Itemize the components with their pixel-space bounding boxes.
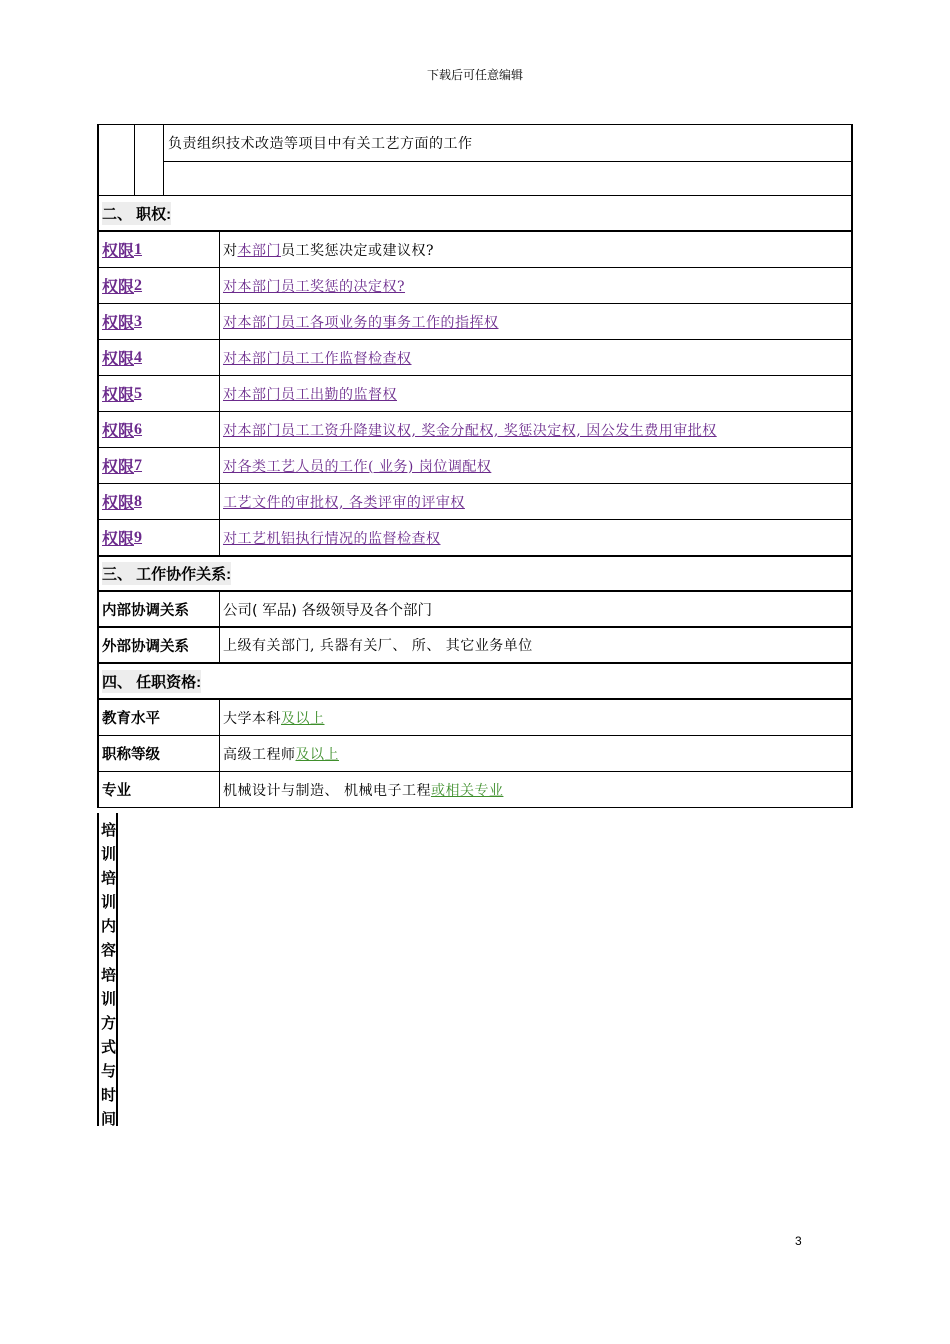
permission-link[interactable]: 对本部门员工工作监督检查权	[223, 350, 412, 367]
permission-text: 对	[223, 242, 238, 259]
permission-value	[220, 412, 851, 447]
section-authority	[97, 196, 853, 232]
permission-value	[220, 448, 851, 483]
permission-label[interactable]	[99, 268, 220, 303]
permission-row	[97, 376, 853, 412]
coop-value: 公司( 军品) 各级领导及各个部门	[223, 602, 433, 619]
qual-value	[220, 700, 851, 735]
section-cooperation	[97, 556, 853, 592]
permission-label-text[interactable]: 权限	[102, 531, 135, 548]
duty-row	[97, 124, 853, 196]
permission-number[interactable]: 9	[134, 528, 143, 546]
section-title: 四、 任职资格:	[102, 670, 201, 693]
permission-label-text[interactable]: 权限	[102, 279, 135, 296]
permission-text: 员工奖惩决定或建议权?	[281, 242, 435, 259]
permission-label-text[interactable]: 权限	[102, 495, 135, 512]
permission-label[interactable]	[99, 484, 220, 519]
permission-value	[220, 304, 851, 339]
permission-label-text[interactable]: 权限	[102, 459, 135, 476]
permission-number[interactable]: 5	[134, 384, 143, 402]
permission-value	[220, 340, 851, 375]
permission-link[interactable]: 对本部门员工奖惩的决定权?	[223, 278, 406, 295]
permission-label-text[interactable]: 权限	[102, 351, 135, 368]
section-qualification	[97, 664, 853, 700]
qual-label: 职称等级	[99, 736, 220, 771]
permission-link[interactable]: 对本部门员工各项业务的事务工作的指挥权	[223, 314, 499, 331]
permission-label[interactable]	[99, 412, 220, 447]
coop-label: 外部协调关系	[99, 628, 220, 662]
permission-value	[220, 268, 851, 303]
permission-link[interactable]: 本部门	[237, 242, 281, 259]
qual-text: 高级工程师	[223, 746, 296, 763]
permission-row	[97, 484, 853, 520]
page-number: 3	[795, 1234, 802, 1248]
permission-label-text[interactable]: 权限	[102, 423, 135, 440]
permission-number[interactable]: 6	[134, 420, 143, 438]
permission-value	[220, 232, 851, 267]
qual-row-title	[97, 736, 853, 772]
permission-number[interactable]: 7	[134, 456, 143, 474]
coop-label: 内部协调关系	[99, 592, 220, 626]
training-label: 培训培训内容培训方式与时间	[100, 822, 116, 1129]
blank-cell	[99, 125, 135, 195]
permission-row	[97, 448, 853, 484]
section-title: 二、 职权:	[102, 202, 171, 225]
section-title: 三、 工作协作关系:	[102, 562, 231, 585]
coop-value: 上级有关部门, 兵器有关厂、 所、 其它业务单位	[223, 638, 533, 654]
permission-value	[220, 376, 851, 411]
qual-link[interactable]: 或相关专业	[430, 782, 504, 799]
permission-link[interactable]: 工艺文件的审批权, 各类评审的评审权	[223, 494, 465, 511]
qual-text: 机械设计与制造、 机械电子工程	[223, 782, 431, 799]
qual-value	[220, 772, 851, 807]
permission-number[interactable]: 8	[134, 492, 143, 510]
qual-label: 专业	[99, 772, 220, 807]
permission-number[interactable]: 4	[134, 348, 143, 366]
permission-number[interactable]: 2	[134, 276, 143, 294]
coop-row-internal	[97, 592, 853, 628]
permission-value	[220, 484, 851, 519]
qual-link[interactable]: 及以上	[295, 746, 339, 763]
permission-label-text[interactable]: 权限	[102, 315, 135, 332]
permission-row	[97, 268, 853, 304]
permission-row	[97, 304, 853, 340]
qual-row-education	[97, 700, 853, 736]
qual-link[interactable]: 及以上	[281, 710, 325, 727]
qual-value	[220, 736, 851, 771]
permission-row	[97, 520, 853, 556]
permission-label[interactable]	[99, 448, 220, 483]
permission-row	[97, 412, 853, 448]
permission-link[interactable]: 对本部门员工工资升降建议权, 奖金分配权, 奖惩决定权, 因公发生费用审批权	[223, 422, 717, 439]
permission-value	[220, 520, 851, 555]
permission-link[interactable]: 对本部门员工出勤的监督权	[223, 386, 397, 403]
job-description-table	[97, 124, 853, 808]
permission-number[interactable]: 1	[134, 240, 143, 258]
permission-row	[97, 232, 853, 268]
blank-cell	[135, 125, 164, 195]
permission-row	[97, 340, 853, 376]
permission-label-text[interactable]: 权限	[102, 387, 135, 404]
training-column	[97, 813, 118, 1129]
duty-text: 负责组织技术改造等项目中有关工艺方面的工作	[164, 125, 851, 162]
coop-row-external	[97, 628, 853, 664]
qual-row-major	[97, 772, 853, 808]
header-note: 下载后可任意编辑	[426, 68, 523, 82]
duty-cell	[164, 125, 851, 195]
permission-link[interactable]: 对各类工艺人员的工作( 业务) 岗位调配权	[223, 458, 492, 475]
permission-label-text[interactable]: 权限	[102, 243, 135, 260]
permission-label[interactable]	[99, 340, 220, 375]
qual-text: 大学本科	[223, 710, 281, 727]
permission-link[interactable]: 对工艺机铝执行情况的监督检查权	[223, 530, 441, 547]
permission-number[interactable]: 3	[134, 312, 143, 330]
permission-label[interactable]	[99, 376, 220, 411]
blank-line	[164, 162, 851, 195]
permission-label[interactable]	[99, 520, 220, 555]
qual-label: 教育水平	[99, 700, 220, 735]
permission-label[interactable]	[99, 232, 220, 267]
permission-label[interactable]	[99, 304, 220, 339]
